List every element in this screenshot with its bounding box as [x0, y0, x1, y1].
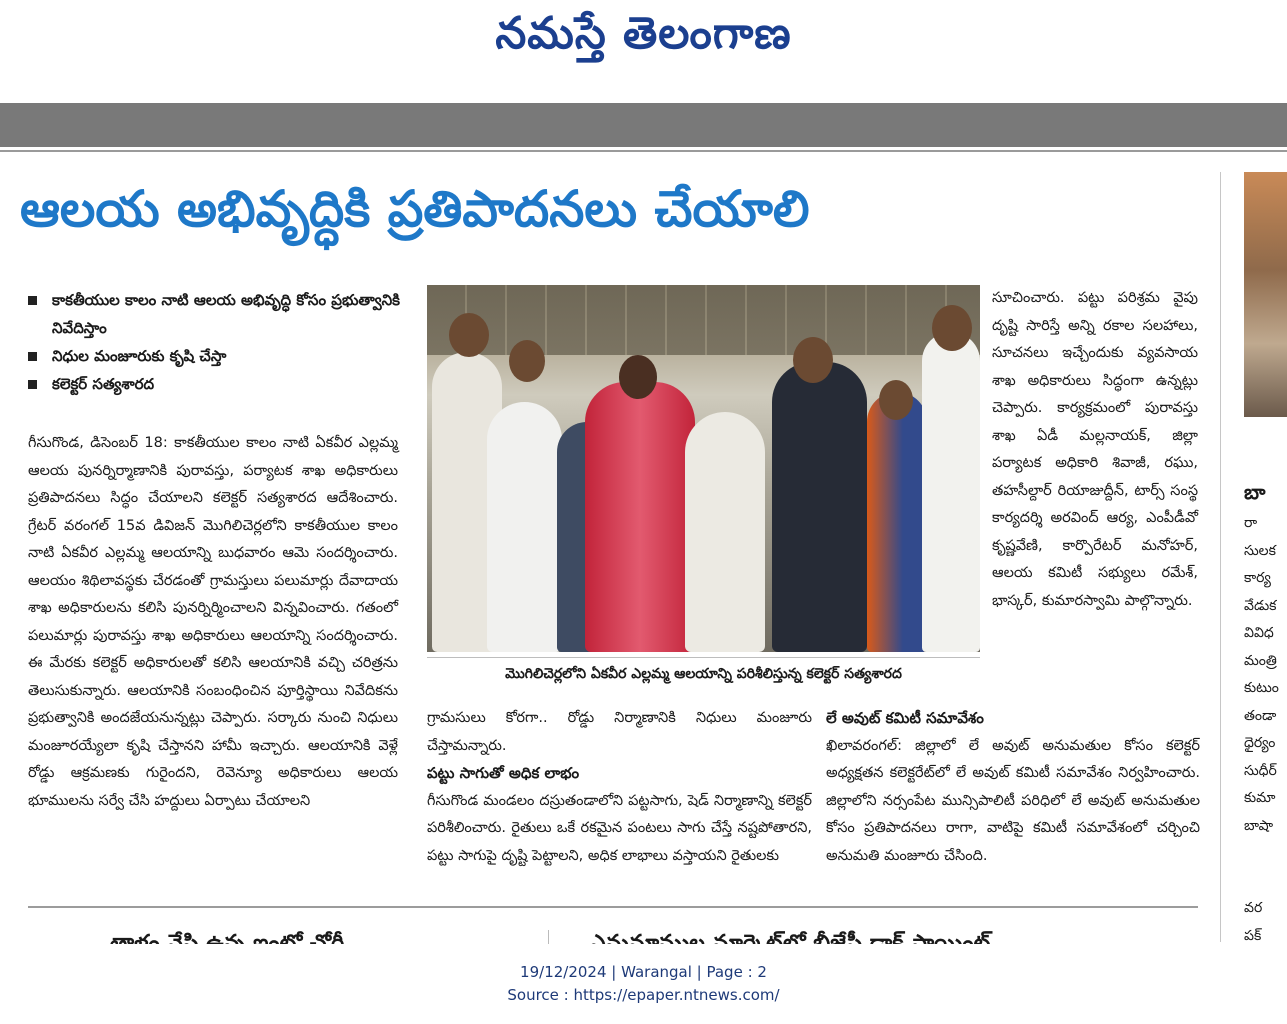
section-divider [28, 906, 1198, 908]
sidebar-article [826, 705, 1200, 870]
edition-info: 19/12/2024 | Warangal | Page : 2 [520, 963, 767, 981]
adjacent-line: బాషా [1244, 817, 1274, 834]
adjacent-line: వర [1244, 900, 1263, 916]
person-figure [922, 332, 980, 652]
article-body-text: గీసుగొండ, డిసెంబర్ 18: కాకతీయుల కాలం నాటి ఏకవీర ఎల్లమ్మ ఆలయ పునర్నిర్మాణానికి పురావస్తు, పర్యాటక శాఖ అధికారులు ప్రతిపాదనలు సిద్ధం చేయాలని కలెక్టర్ సత్యశారద ఆదేశించారు. గ్రేటర్ వరంగల్ 15వ డివిజన్ మొగిలిచెర్లలోని కాకతీయుల కాలం నాటి ఏకవీర ఎల్లమ్మ ఆలయాన్ని బుధవారం ఆమె సందర్శించారు. ఆలయం శిథిలావస్థకు చేరడంతో గ్రామస్తులు పలుమార్లు దేవాదాయ శాఖ అధికారులను కలిసి పునర్నిర్మించాలని విన్నవించారు. గతంలో పలుమార్లు పురావస్తు శాఖ అధికారులు ఆలయాన్ని సందర్శించారు. ఈ మేరకు కలెక్టర్ అధికారులతో కలిసి ఆలయానికి వచ్చి చరిత్రను తెలుసుకున్నారు. ఆలయానికి సంబంధించిన పూర్తిస్థాయి నివేదికను ప్రభుత్వానికి అందజేయనున్నట్లు చెప్పారు. సర్కారు నుంచి నిధులు మంజూరయ్యేలా కృషి చేస్తానని హామీ ఇచ్చారు. ఆలయానికి వెళ్లే రోడ్డు ఆక్రమణకు గురైందని, రెవెన్యూ అధికారులు ఆలయ భూములను సర్వే చేసి హద్దులు ఏర్పాటు చేయాలని [28, 435, 398, 809]
person-figure [685, 412, 765, 652]
newspaper-title: నమస్తే తెలంగాణ [495, 8, 792, 59]
bullet-icon [28, 380, 37, 389]
page-footer [0, 961, 1287, 1007]
adjacent-headline: బా [1244, 480, 1266, 504]
temple-wall [427, 285, 980, 355]
article-photo [427, 285, 980, 652]
highlight-item [28, 370, 408, 398]
adjacent-line: రా [1244, 515, 1258, 531]
person-figure [867, 392, 927, 652]
article-column-2 [427, 705, 812, 870]
adjacent-line: కార్య [1244, 570, 1271, 586]
person-head [879, 380, 913, 420]
person-head [619, 355, 657, 399]
next-article-headline [590, 927, 1198, 943]
column-divider [548, 930, 549, 944]
adjacent-line: సులక [1244, 542, 1276, 559]
next-article-headline [110, 927, 450, 943]
person-figure [772, 362, 867, 652]
highlight-text: నిధుల మంజూరుకు కృషి చేస్తా [52, 347, 227, 365]
photo-caption: మొగిలిచెర్లలోని ఏకవీర ఎల్లమ్మ ఆలయాన్ని పరిశీలిస్తున్న కలెక్టర్ సత్యశారద [427, 657, 980, 690]
adjacent-line [1244, 868, 1287, 896]
source-link[interactable]: Source : https://epaper.ntnews.com/ [507, 986, 780, 1004]
sidebar-body-text: ఖిలావరంగల్: జిల్లాలో లే అవుట్ అనుమతుల కోసం కలెక్టర్ అధ్యక్షతన కలెక్టరేట్‌లో లే అవుట్ కమిటీ సమావేశం నిర్వహించారు. జిల్లాలోని నర్సంపేట మున్సిపాలిటీ పరిధిలో లే అవుట్ అనుమతుల కోసం ప్రతిపాదనలు రాగా, వాటిపై కమిటీ సమావేశంలో చర్చించి అనుమతి మంజూరు చేసింది. [826, 737, 1200, 864]
side-photo [1244, 172, 1287, 417]
article-subhead: పట్టు సాగుతో అధిక లాభం [427, 764, 580, 782]
sidebar-subhead: లే అవుట్ కమిటీ సమావేశం [826, 709, 984, 727]
article-body-text: సూచించారు. పట్టు పరిశ్రమ వైపు దృష్టి సారిస్తే అన్ని రకాల సలహాలు, సూచనలు ఇచ్చేందుకు వ్యవసాయ శాఖ అధికారులు సిద్ధంగా ఉన్నట్లు చెప్పారు. కార్యక్రమంలో పురావస్తు శాఖ ఏడీ మల్లనాయక్, జిల్లా పర్యాటక అధికారి శివాజీ, రఘు, తహసీల్దార్ రియాజుద్దీన్, టార్స్ సంస్థ కార్యదర్శి అరవింద్ ఆర్య, ఎంపీడీవో కృష్ణవేణి, కార్పొరేటర్ మనోహర్, ఆలయ కమిటీ సభ్యులు రమేశ్, భాస్కర్, కుమారస్వామి పాల్గొన్నారు. [992, 290, 1198, 609]
adjacent-line [1244, 840, 1287, 868]
adjacent-line: ధైర్యం [1244, 735, 1276, 751]
adjacent-article-strip [1244, 478, 1287, 950]
adjacent-line: పక్ [1244, 927, 1262, 944]
column-divider [1220, 172, 1221, 942]
article-headline: ఆలయ అభివృద్ధికి ప్రతిపాదనలు చేయాలి [20, 180, 810, 238]
collector-figure [585, 382, 695, 652]
divider [0, 150, 1287, 152]
person-head [509, 340, 545, 382]
adjacent-line: తండా [1244, 707, 1277, 724]
person-head [932, 305, 972, 351]
adjacent-line: వివిధ [1244, 625, 1274, 641]
adjacent-line: వేడుక [1244, 597, 1277, 614]
article-column-1 [28, 430, 398, 815]
highlight-item [28, 342, 408, 370]
article-body-text: గ్రామసులు కోరగా.. రోడ్డు నిర్మాణానికి నిధులు మంజూరు చేస్తామన్నారు. [427, 710, 812, 754]
bullet-icon [28, 352, 37, 361]
adjacent-line: మంత్రి [1244, 652, 1277, 669]
masthead [0, 0, 1287, 100]
article-column-3 [992, 285, 1198, 615]
highlight-text: కాకతీయుల కాలం నాటి ఆలయ అభివృద్ధి కోసం ప్రభుత్వానికి నివేదిస్తాం [52, 291, 401, 337]
gray-banner [0, 103, 1287, 147]
person-figure [487, 402, 562, 652]
adjacent-line: సుధీర్ [1244, 762, 1277, 779]
article-highlights [28, 286, 408, 398]
article-body-text: గీసుగొండ మండలం దస్రుతండాలోని పట్టసాగు, షెడ్ నిర్మాణాన్ని కలెక్టర్ పరిశీలించారు. రైతులు ఒకే రకమైన పంటలు సాగు చేస్తే నష్టపోతారని, పట్టు సాగుపై దృష్టి పెట్టాలని, అధిక లాభాలు వస్తాయని రైతులకు [427, 792, 812, 864]
highlight-text: కలెక్టర్ సత్యశారద [52, 375, 155, 393]
bullet-icon [28, 296, 37, 305]
adjacent-line: కుటుం [1244, 680, 1279, 696]
person-head [793, 337, 833, 383]
highlight-item [28, 286, 408, 342]
person-head [449, 313, 489, 357]
adjacent-line: కుమా [1244, 790, 1276, 806]
